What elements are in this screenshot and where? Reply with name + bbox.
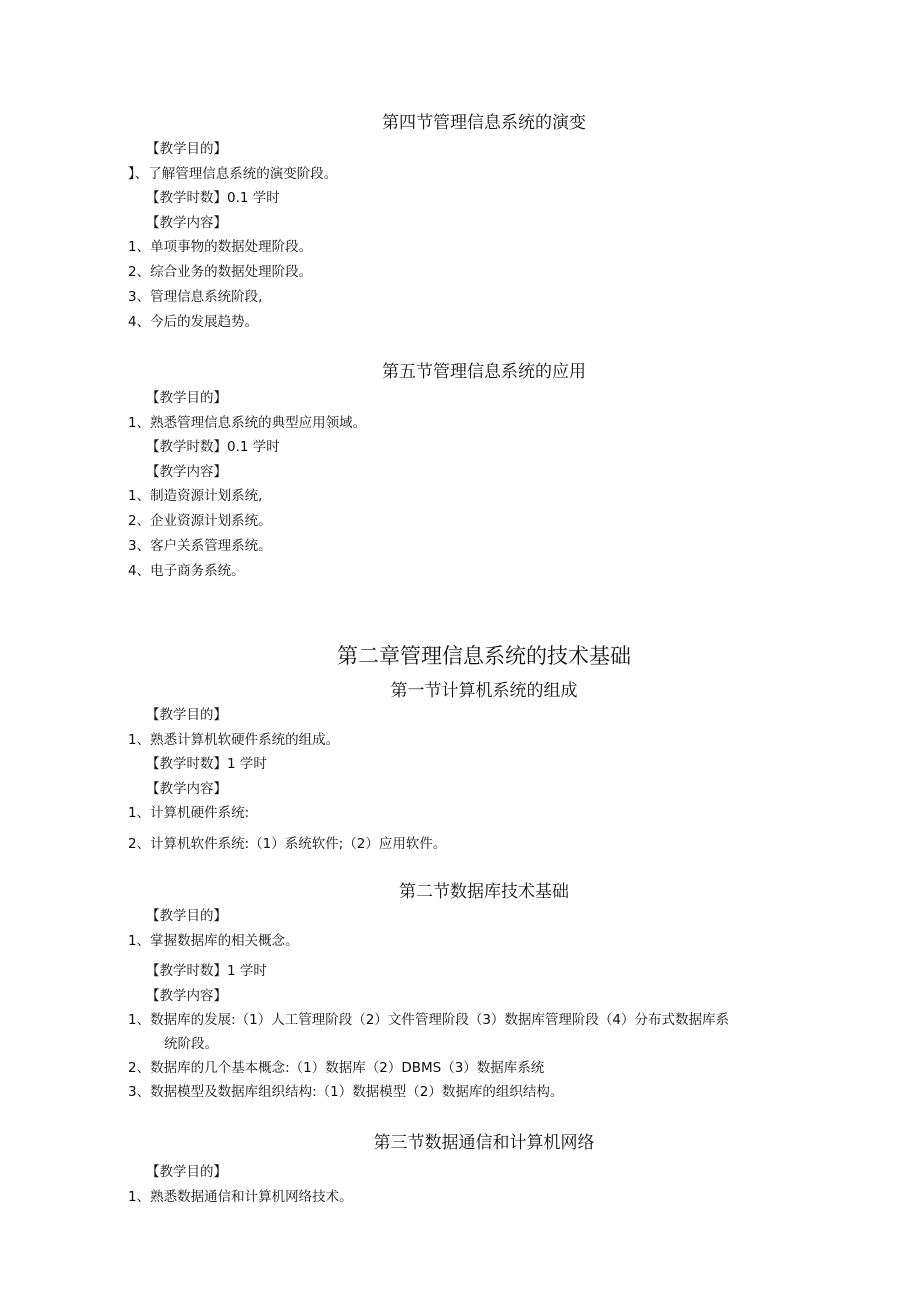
section-title: 第二节数据库技术基础 [399, 882, 569, 902]
list-item: 4、电子商务系统。 [128, 563, 245, 579]
list-item: 3、管理信息系统阶段, [128, 289, 263, 305]
list-item: 2、综合业务的数据处理阶段。 [128, 264, 313, 280]
section-title: 第一节计算机系统的组成 [390, 681, 578, 701]
teaching-content-label: 【教学内容】 [146, 988, 227, 1004]
teaching-content-label: 【教学内容】 [146, 215, 227, 231]
list-item: 2、企业资源计划系统。 [128, 513, 272, 529]
list-item: 】、了解管理信息系统的演变阶段。 [128, 166, 338, 182]
list-item: 1、计算机硬件系统: [128, 805, 250, 821]
list-item: 1、熟悉计算机软硬件系统的组成。 [128, 732, 340, 748]
list-item: 1、制造资源计划系统, [128, 488, 263, 504]
teaching-hours-label: 【教学时数】0.1 学时 [146, 439, 280, 455]
section-title: 第三节数据通信和计算机网络 [373, 1133, 595, 1153]
teaching-purpose-label: 【教学目的】 [146, 390, 227, 406]
list-item: 1、掌握数据库的相关概念。 [128, 933, 299, 949]
list-item-continuation: 统阶段。 [164, 1036, 218, 1052]
list-item: 1、数据库的发展:（1）人工管理阶段（2）文件管理阶段（3）数据库管理阶段（4）分布式数据库系 [128, 1012, 729, 1028]
teaching-content-label: 【教学内容】 [146, 781, 227, 797]
teaching-purpose-label: 【教学目的】 [146, 141, 227, 157]
teaching-hours-label: 【教学时数】1 学时 [146, 756, 267, 772]
list-item: 3、数据模型及数据库组织结构:（1）数据模型（2）数据库的组织结构。 [128, 1084, 564, 1100]
list-item: 3、客户关系管理系统。 [128, 538, 272, 554]
section-title: 第四节管理信息系统的演变 [382, 113, 586, 133]
section-title: 第五节管理信息系统的应用 [382, 362, 586, 382]
list-item: 2、计算机软件系统:（1）系统软件;（2）应用软件。 [128, 836, 447, 852]
list-item: 1、熟悉管理信息系统的典型应用领域。 [128, 415, 367, 431]
teaching-content-label: 【教学内容】 [146, 464, 227, 480]
teaching-hours-label: 【教学时数】0.1 学时 [146, 190, 280, 206]
list-item: 4、今后的发展趋势。 [128, 314, 259, 330]
teaching-purpose-label: 【教学目的】 [146, 707, 227, 723]
teaching-hours-label: 【教学时数】1 学时 [146, 963, 267, 979]
chapter-title: 第二章管理信息系统的技术基础 [337, 644, 631, 668]
list-item: 1、单项事物的数据处理阶段。 [128, 239, 313, 255]
list-item: 2、数据库的几个基本概念:（1）数据库（2）DBMS（3）数据库系统 [128, 1060, 545, 1076]
teaching-purpose-label: 【教学目的】 [146, 908, 227, 924]
list-item: 1、熟悉数据通信和计算机网络技术。 [128, 1189, 353, 1205]
teaching-purpose-label: 【教学目的】 [146, 1164, 227, 1180]
